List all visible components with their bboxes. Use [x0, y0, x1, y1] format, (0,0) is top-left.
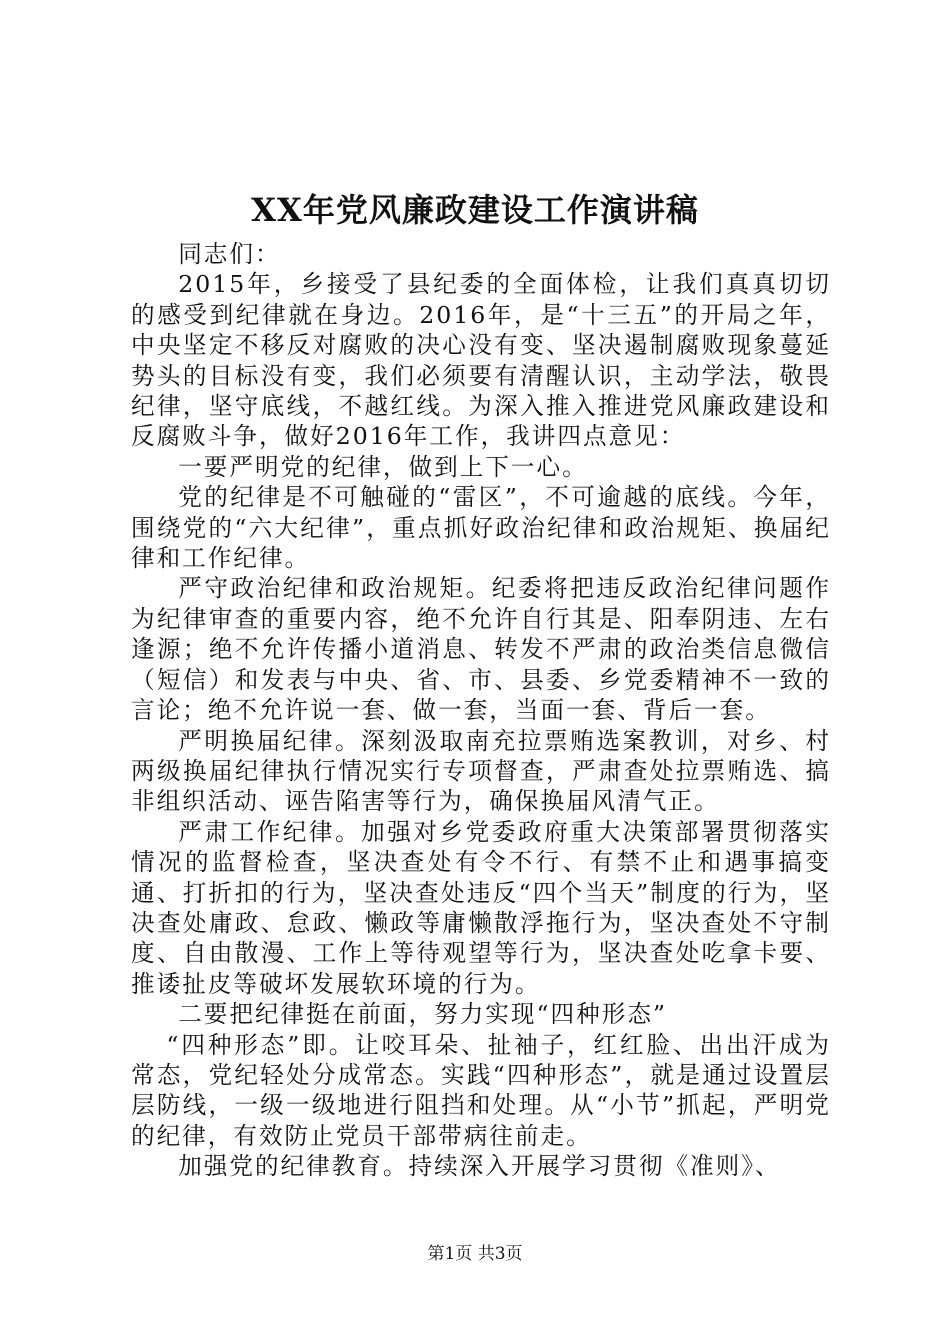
document-title: XX年党风廉政建设工作演讲稿	[251, 191, 699, 229]
page-number-footer: 第1页 共3页	[427, 1244, 523, 1264]
body-paragraph: 严守政治纪律和政治规矩。纪委将把违反政治纪律问题作为纪律审查的重要内容，绝不允许自行其是、阳奉阴违、左右逢源；绝不允许传播小道消息、转发不严肃的政治类信息微信（短信）和发表与中央、省、市、县委、乡党委精神不一致的言论；绝不允许说一套、做一套，当面一套、背后一套。	[131, 574, 831, 725]
section-heading-one: 一要严明党的纪律，做到上下一心。	[178, 452, 588, 481]
body-paragraph: 严肃工作纪律。加强对乡党委政府重大决策部署贯彻落实情况的监督检查，坚决查处有令不行、有禁不止和遇事搞变通、打折扣的行为，坚决查处违反“四个当天”制度的行为，坚决查处庸政、怠政、懒政等庸懒散浮拖行为，坚决查处不守制度、自由散漫、工作上等待观望等行为，坚决查处吃拿卡要、推诿扯皮等破坏发展软环境的行为。	[131, 817, 831, 998]
body-paragraph: 2015年，乡接受了县纪委的全面体检，让我们真真切切的感受到纪律就在身边。2016年，是“十三五”的开局之年，中央坚定不移反对腐败的决心没有变、坚决遏制腐败现象蔓延势头的目标没有变，我们必须要有清醒认识，主动学法，敬畏纪律，坚守底线，不越红线。为深入推入推进党风廉政建设和反腐败斗争，做好2016年工作，我讲四点意见：	[131, 270, 831, 451]
body-paragraph: 加强党的纪律教育。持续深入开展学习贯彻《准则》、	[178, 1152, 781, 1181]
section-heading-two: 二要把纪律挺在前面，努力实现“四种形态”	[178, 1000, 667, 1029]
document-body	[131, 239, 831, 1182]
salutation-paragraph: 同志们：	[178, 240, 281, 268]
body-paragraph: 党的纪律是不可触碰的“雷区”，不可逾越的底线。今年，围绕党的“六大纪律”，重点抓好政治纪律和政治规矩、换届纪律和工作纪律。	[131, 483, 831, 573]
body-paragraph: “四种形态”即。让咬耳朵、扯袖子，红红脸、出出汗成为常态，党纪轻处分成常态。实践“四种形态”，就是通过设置层层防线，一级一级地进行阻挡和处理。从“小节”抓起，严明党的纪律，有效防止党员干部带病往前走。	[131, 1030, 831, 1150]
body-paragraph: 严明换届纪律。深刻汲取南充拉票贿选案教训，对乡、村两级换届纪律执行情况实行专项督查，严肃查处拉票贿选、搞非组织活动、诬告陷害等行为，确保换届风清气正。	[131, 726, 831, 816]
